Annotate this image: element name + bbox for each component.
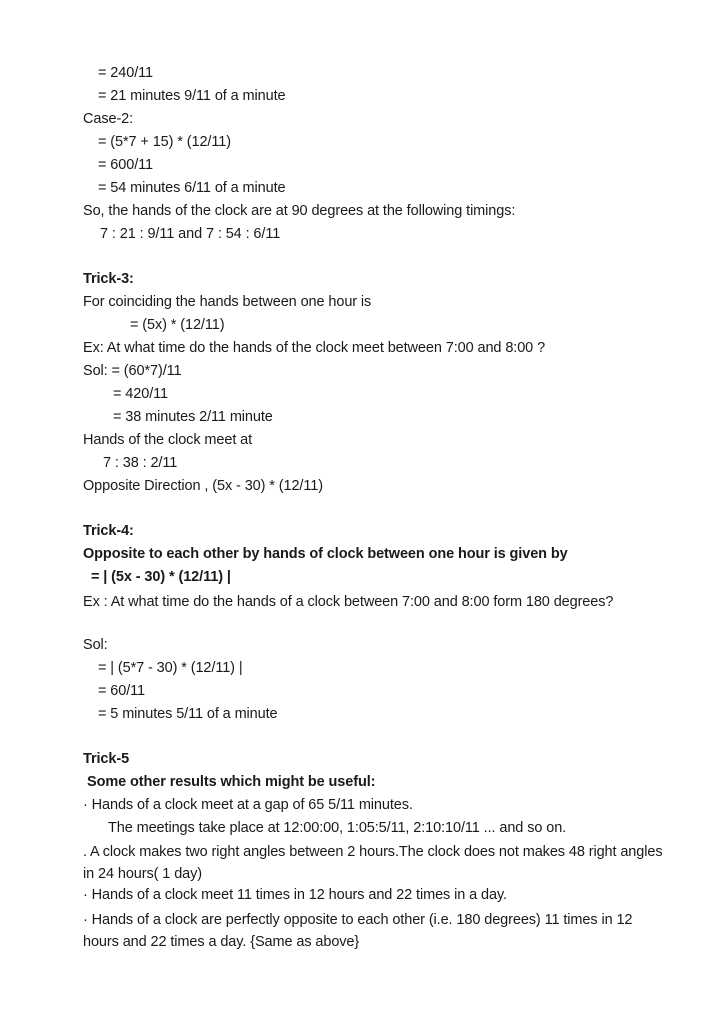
case1-line-1: = 240/11 [98,65,153,81]
trick3-sol-3: = 38 minutes 2/11 minute [113,409,273,425]
trick3-sol-2: = 420/11 [113,386,168,402]
trick4-formula: = | (5x - 30) * (12/11) | [91,569,231,585]
trick3-heading: Trick-3: [83,271,134,287]
trick5-heading: Trick-5 [83,751,130,767]
trick5-bullet-1-cont: The meetings take place at 12:00:00, 1:05:5/11, 2:10:10/11 ... and so on. [108,820,567,836]
conclusion-text: So, the hands of the clock are at 90 degrees at the following timings: [83,203,516,219]
trick5-bullet-1: · Hands of a clock meet at a gap of 65 5/11 minutes. [83,797,413,813]
trick5-bullet-4: · Hands of a clock are perfectly opposite to each other (i.e. 180 degrees) 11 times in 12 hours and 22 times a day. {Same as above} [83,912,633,950]
trick5-subheading: Some other results which might be useful: [87,774,376,790]
trick4-statement: Opposite to each other by hands of clock between one hour is given by [83,546,568,562]
trick4-sol-label: Sol: [83,637,108,653]
trick3-formula: = (5x) * (12/11) [130,317,225,333]
case2-line-3: = 54 minutes 6/11 of a minute [98,180,286,196]
trick3-sol-1: Sol: = (60*7)/11 [83,363,182,379]
case1-line-2: = 21 minutes 9/11 of a minute [98,88,286,104]
trick4-example: Ex : At what time do the hands of a clock between 7:00 and 8:00 form 180 degrees? [83,594,614,610]
trick4-sol-3: = 5 minutes 5/11 of a minute [98,706,278,722]
trick4-sol-2: = 60/11 [98,683,146,699]
case2-label: Case-2: [83,111,134,127]
conclusion-times: 7 : 21 : 9/11 and 7 : 54 : 6/11 [100,226,281,242]
trick5-bullet-3: · Hands of a clock meet 11 times in 12 hours and 22 times in a day. [83,887,507,903]
trick3-example: Ex: At what time do the hands of the clock meet between 7:00 and 8:00 ? [83,340,546,356]
trick3-intro: For coinciding the hands between one hour is [83,294,372,310]
trick3-opposite: Opposite Direction , (5x - 30) * (12/11) [83,478,323,494]
trick3-meet-label: Hands of the clock meet at [83,432,253,448]
trick5-bullet-2: . A clock makes two right angles between 2 hours.The clock does not makes 48 right angles in 24 hours( 1 day) [83,844,663,882]
trick3-meet-time: 7 : 38 : 2/11 [103,455,178,471]
trick4-heading: Trick-4: [83,523,134,539]
case2-line-1: = (5*7 + 15) * (12/11) [98,134,231,150]
trick4-sol-1: = | (5*7 - 30) * (12/11) | [98,660,243,676]
case2-line-2: = 600/11 [98,157,153,173]
